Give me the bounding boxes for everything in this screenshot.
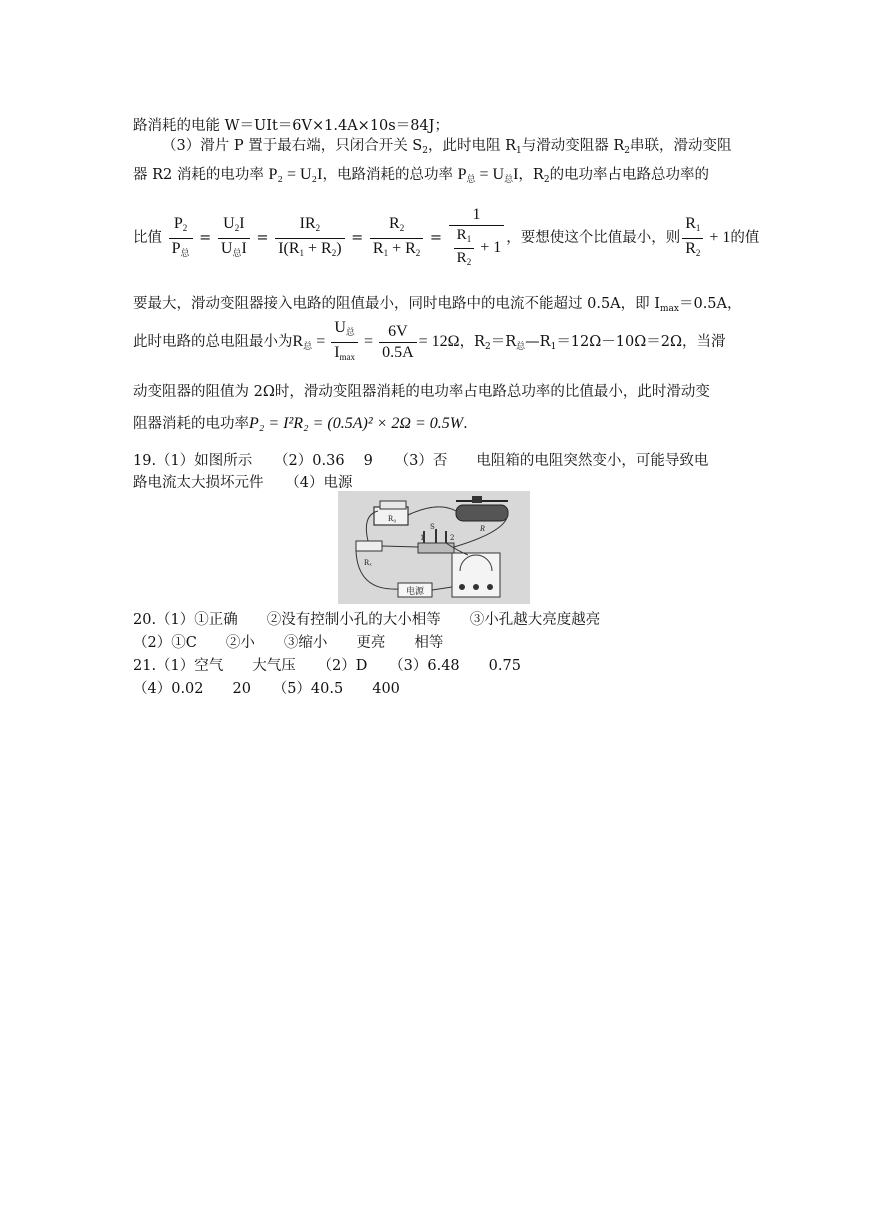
- text-line: 动变阻器的阻值为 2Ω时，滑动变阻器消耗的电功率占电路总功率的比值最小，此时滑动变: [133, 384, 710, 400]
- svg-text:S: S: [430, 523, 435, 531]
- text-line: （3）滑片 P 置于最右端，只闭合开关 $S_2$，此时电阻 $R_1$与滑动变阻器 $R_2$串联，滑动变阻: [162, 138, 732, 156]
- text-line: 路消耗的电能 W＝UIt＝6V×1.4A×10s＝84J；: [133, 118, 449, 134]
- fraction-r2: $\frac{R_2}{R_1 + R_2}$: [370, 214, 423, 263]
- svg-text:1: 1: [420, 534, 425, 542]
- formula-line: 此时电路的总电阻最小为$R_总$ = $\frac{U_总}{I_{max}}$ = $\frac{6V}{0.5A}$ = 12Ω，$R_2=R_总—R_1=12\Omega-10\Omega=2\Omega$，当滑: [133, 316, 726, 368]
- circuit-diagram: [338, 491, 530, 604]
- fraction-u-imax: $\frac{U_总}{I_{max}}$: [331, 318, 358, 367]
- answer-q21-line2: （4）0.02 20 （5）40.5 400: [133, 681, 400, 697]
- fraction-u2i: $\frac{U_2I}{U_总I}$: [218, 214, 250, 263]
- fraction-ir2: $\frac{IR_2}{I(R_1 + R_2)}$: [275, 214, 344, 263]
- circuit-figure: [338, 491, 530, 604]
- svg-text:2: 2: [450, 534, 455, 542]
- answer-q19-line1: 19.（1）如图所示 （2）0.36 9 （3）否 电阻箱的电阻突然变小，可能导致电: [133, 453, 709, 469]
- svg-text:R₀: R₀: [388, 514, 397, 523]
- answer-q20-line2: （2）①C ②小 ③缩小 更亮 相等: [133, 635, 444, 651]
- answer-q19-line2: 路电流太大损坏元件 （4）电源: [133, 475, 353, 491]
- answer-q21-line1: 21.（1）空气 大气压 （2）D （3）6.48 0.75: [133, 658, 521, 674]
- text-line: 器 R2 消耗的电功率 P₂ = U₂I，电路消耗的总功率 $P_总 = U_总I$，$R_2$的电功率占电路总功率的: [133, 166, 710, 185]
- formula-p2: P₂ = U₂I: [268, 166, 323, 183]
- text-line: 要最大，滑动变阻器接入电路的阻值最小，同时电路中的电流不能超过 0.5A，即 $I_{max}=0.5A$，: [133, 296, 742, 314]
- svg-text:Rₓ: Rₓ: [364, 558, 372, 567]
- fraction-one: 1 $\frac{R_1}{R_2}$ + 1: [449, 205, 505, 271]
- formula-line: 比值 $\frac{P_2}{P_总}$ = $\frac{U_2I}{U_总I}$ = $\frac{IR_2}{I(R_1 + R_2)}$ = $\frac{R_2}{R_1 + R_2}$ = 1 $\frac{R_1}{R_2}$ + 1 ，要想使这个比值最小，则 $\frac{R_1}{R_2}$ + 1的值: [133, 205, 759, 265]
- text-line: 阻器消耗的电功率P₂ = I²R₂ = (0.5A)² × 2Ω = 0.5W.: [133, 415, 468, 432]
- fraction-6v: $\frac{6V}{0.5A}$: [379, 322, 417, 363]
- formula-power: P₂ = I²R₂ = (0.5A)² × 2Ω = 0.5W: [249, 415, 464, 432]
- svg-text:R: R: [480, 524, 485, 533]
- svg-text:电源: 电源: [406, 587, 425, 597]
- fraction-p2-ptotal: $\frac{P_2}{P_总}$: [169, 214, 193, 263]
- answer-q20-line1: 20.（1）①正确 ②没有控制小孔的大小相等 ③小孔越大亮度越亮: [133, 612, 601, 628]
- formula-ptotal: $P_总 = U_总I$: [457, 166, 519, 184]
- fraction-r1-r2: $\frac{R_1}{R_2}$: [682, 214, 703, 263]
